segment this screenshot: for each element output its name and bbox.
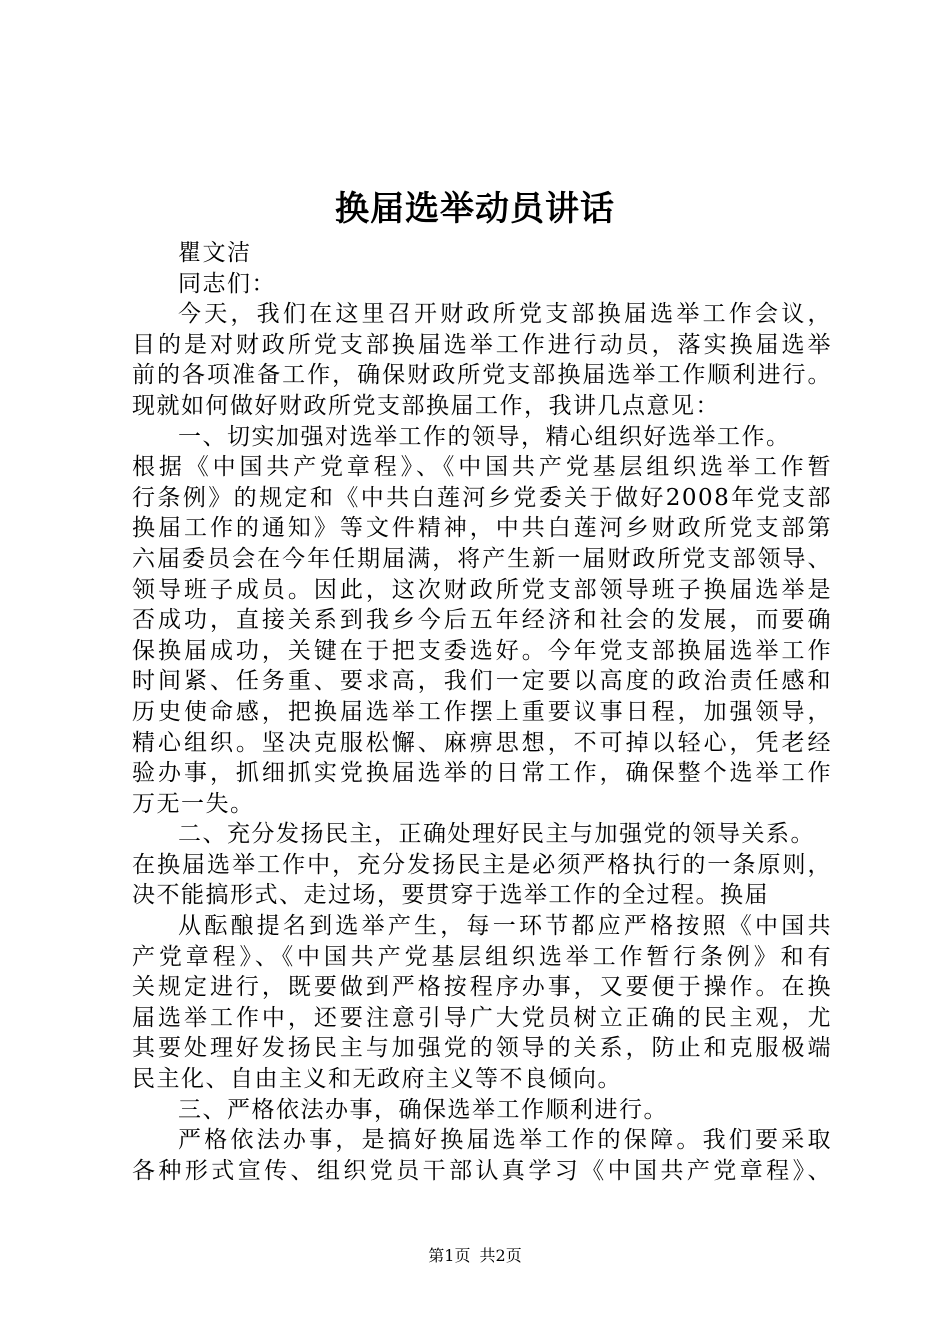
section-heading-2: 二、充分发扬民主，正确处理好民主与加强党的领导关系。 [178, 821, 815, 848]
paragraph-line: 民主化、自由主义和无政府主义等不良倾向。 [132, 1066, 622, 1093]
paragraph-line: 否成功，直接关系到我乡今后五年经济和社会的发展，而要确 [132, 607, 832, 634]
paragraph-line: 今天，我们在这里召开财政所党支部换届选举工作会议， [178, 301, 832, 328]
paragraph-line: 历史使命感，把换届选举工作摆上重要议事日程，加强领导， [132, 698, 832, 725]
paragraph-line: 关规定进行，既要做到严格按程序办事，又要便于操作。在换 [132, 974, 832, 1001]
paragraph-line: 在换届选举工作中，充分发扬民主是必须严格执行的一条原则， [132, 851, 832, 878]
paragraph-line: 产党章程》、《中国共产党基层组织选举工作暂行条例》和有 [132, 943, 832, 970]
paragraph-line: 决不能搞形式、走过场，要贯穿于选举工作的全过程。换届 [132, 882, 769, 909]
paragraph-line: 严格依法办事，是搞好换届选举工作的保障。我们要采取 [178, 1127, 832, 1154]
paragraph-line: 目的是对财政所党支部换届选举工作进行动员，落实换届选举 [132, 331, 832, 358]
paragraph-line: 万无一失。 [132, 790, 255, 817]
paragraph-line: 精心组织。坚决克服松懈、麻痹思想，不可掉以轻心，凭老经 [132, 729, 832, 756]
paragraph-line: 届选举工作中，还要注意引导广大党员树立正确的民主观，尤 [132, 1004, 832, 1031]
paragraph-line: 时间紧、任务重、要求高，我们一定要以高度的政治责任感和 [132, 668, 832, 695]
paragraph-line: 其要处理好发扬民主与加强党的领导的关系，防止和克服极端 [132, 1035, 832, 1062]
page-footer [0, 1245, 950, 1267]
paragraph-line: 保换届成功，关键在于把支委选好。今年党支部换届选举工作 [132, 637, 832, 664]
author-line: 瞿文洁 [178, 240, 252, 266]
section-heading-1: 一、切实加强对选举工作的领导，精心组织好选举工作。 [178, 423, 791, 450]
salutation-line: 同志们： [178, 270, 276, 297]
paragraph-line: 从酝酿提名到选举产生，每一环节都应严格按照《中国共 [178, 913, 832, 940]
paragraph-line: 领导班子成员。因此，这次财政所党支部领导班子换届选举是 [132, 576, 832, 603]
page-number: 第1页 [428, 1246, 471, 1265]
paragraph-line: 行条例》的规定和《中共白莲河乡党委关于做好2008年党支部 [132, 484, 832, 511]
paragraph-line: 前的各项准备工作，确保财政所党支部换届选举工作顺利进行。 [132, 362, 832, 389]
paragraph-line: 六届委员会在今年任期届满，将产生新一届财政所党支部领导、 [132, 545, 832, 572]
document-title: 换届选举动员讲话 [335, 189, 615, 229]
paragraph-line: 验办事，抓细抓实党换届选举的日常工作，确保整个选举工作 [132, 760, 832, 787]
page-total: 共2页 [479, 1246, 522, 1265]
section-heading-3: 三、严格依法办事，确保选举工作顺利进行。 [178, 1096, 668, 1123]
paragraph-line: 根据《中国共产党章程》、《中国共产党基层组织选举工作暂 [132, 454, 832, 481]
paragraph-line: 各种形式宣传、组织党员干部认真学习《中国共产党章程》、 [132, 1157, 832, 1184]
document-body [132, 238, 832, 1186]
paragraph-line: 现就如何做好财政所党支部换届工作，我讲几点意见： [132, 392, 720, 419]
paragraph-line: 换届工作的通知》等文件精神，中共白莲河乡财政所党支部第 [132, 515, 832, 542]
